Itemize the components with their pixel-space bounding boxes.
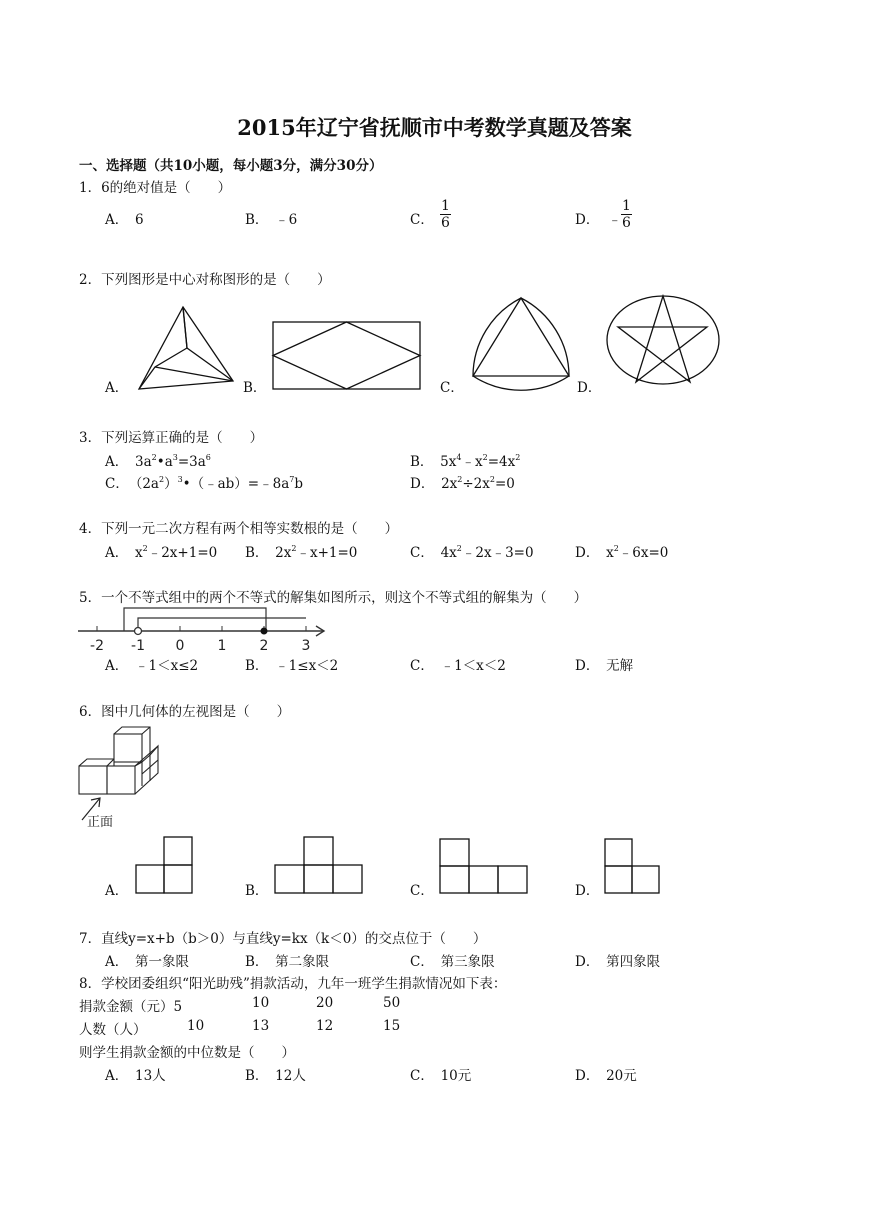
q7-stem: 7．直线y=x+b（b＞0）与直线y=kx（k＜0）的交点位于（ ） <box>79 931 487 947</box>
reuleaux-triangle-figure <box>469 296 574 381</box>
table-cell: 10 <box>252 995 270 1011</box>
q5-option-c: C． ﹣1＜x＜2 <box>410 658 506 674</box>
table-cell: 捐款金额（元）5 <box>79 999 183 1015</box>
q3-stem: 3．下列运算正确的是（ ） <box>79 430 264 446</box>
denominator: 6 <box>441 215 450 231</box>
q3-option-c: C． $(2a^2)^3•(﹣ab)=﹣8a^7b$ <box>105 475 304 492</box>
page-title: 2015年辽宁省抚顺市中考数学真题及答案 <box>237 115 632 140</box>
q2-option-c: C． <box>440 380 464 396</box>
pinwheel-triangle-figure <box>135 305 235 395</box>
q8-option-c: C． 10元 <box>410 1068 472 1084</box>
tick-label: 0 <box>175 638 185 654</box>
q6-option-a: A． <box>105 883 129 899</box>
q4-option-b: B． $2x^2﹣x+1=0$ <box>245 544 358 561</box>
q7-option-d: D． 第四象限 <box>575 954 661 970</box>
q1-option-d-sign: ﹣ <box>608 212 622 228</box>
q5-option-d: D． 无解 <box>575 658 634 674</box>
q6-option-b: B． <box>245 883 269 899</box>
rectangle-rhombus-figure <box>272 321 422 391</box>
view-option-a <box>135 836 195 894</box>
pentagram-circle-figure <box>606 294 722 386</box>
q8-question: 则学生捐款金额的中位数是（ ） <box>79 1045 295 1061</box>
tick-label: 2 <box>259 638 269 654</box>
table-cell: 10 <box>187 1018 205 1034</box>
numerator: 1 <box>441 198 450 214</box>
section-heading: 一、选择题（共10小题，每小题3分，满分30分） <box>79 158 383 174</box>
number-line-ticks <box>97 626 306 631</box>
q2-option-d: D． <box>577 380 602 396</box>
q2-option-a: A． <box>105 380 129 396</box>
q3-option-d: D． $2x^2\div 2x^2=0$ <box>410 475 515 492</box>
q3-option-b: B． $5x^4﹣x^2=4x^2$ <box>410 453 521 470</box>
q7-option-a: A． 第一象限 <box>105 954 189 970</box>
table-cell: 13 <box>252 1018 270 1034</box>
q1-option-c: C． <box>410 212 434 228</box>
q3-option-a: A． $3a^2•a^3=3a^6$ <box>105 453 211 470</box>
q7-option-c: C． 第三象限 <box>410 954 495 970</box>
view-option-c <box>439 838 529 894</box>
closed-point <box>261 628 268 635</box>
tick-label: -2 <box>90 638 104 654</box>
q5-option-b: B． ﹣1≤x＜2 <box>245 658 339 674</box>
q7-option-b: B． 第二象限 <box>245 954 330 970</box>
q2-stem: 2．下列图形是中心对称图形的是（ ） <box>79 272 331 288</box>
q5-stem: 5．一个不等式组中的两个不等式的解集如图所示，则这个不等式组的解集为（ ） <box>79 590 588 606</box>
denominator: 6 <box>622 215 631 231</box>
tick-label: -1 <box>131 638 145 654</box>
front-label: 正面 <box>87 815 114 830</box>
q5-option-a: A． ﹣1＜x≤2 <box>105 658 199 674</box>
view-option-d <box>604 838 660 894</box>
numerator: 1 <box>622 198 631 214</box>
q4-option-a: A． $x^2﹣2x+1=0$ <box>105 544 218 561</box>
q1-option-a: A． 6 <box>105 212 144 228</box>
q4-option-c: C． $4x^2﹣2x﹣3=0$ <box>410 544 534 561</box>
table-cell: 12 <box>316 1018 334 1034</box>
q8-option-b: B． 12人 <box>245 1068 306 1084</box>
open-point <box>135 628 142 635</box>
q6-option-d: D． <box>575 883 600 899</box>
table-cell: 20 <box>316 995 334 1011</box>
q8-stem: 8．学校团委组织“阳光助残”捐款活动，九年一班学生捐款情况如下表： <box>79 976 507 992</box>
q1-option-d: D． <box>575 212 600 228</box>
q8-option-a: A． 13人 <box>105 1068 166 1084</box>
cube-solid-figure <box>76 726 166 831</box>
q1-option-c-fraction <box>440 199 451 230</box>
view-option-b <box>274 836 364 894</box>
q6-option-c: C． <box>410 883 434 899</box>
q2-option-b: B． <box>243 380 267 396</box>
tick-label: 1 <box>217 638 227 654</box>
table-cell: 50 <box>383 995 401 1011</box>
q6-stem: 6．图中几何体的左视图是（ ） <box>79 704 291 720</box>
q1-option-b: B． ﹣6 <box>245 212 298 228</box>
tick-label: 3 <box>301 638 311 654</box>
number-line-figure <box>78 604 333 654</box>
q1-option-d-fraction <box>621 199 632 230</box>
q4-option-d: D． $x^2﹣6x=0$ <box>575 544 669 561</box>
table-cell: 15 <box>383 1018 401 1034</box>
q8-option-d: D． 20元 <box>575 1068 637 1084</box>
table-cell: 人数（人） <box>79 1022 147 1038</box>
q4-stem: 4．下列一元二次方程有两个相等实数根的是（ ） <box>79 521 399 537</box>
q1-stem: 1．6的绝对值是（ ） <box>79 180 232 196</box>
